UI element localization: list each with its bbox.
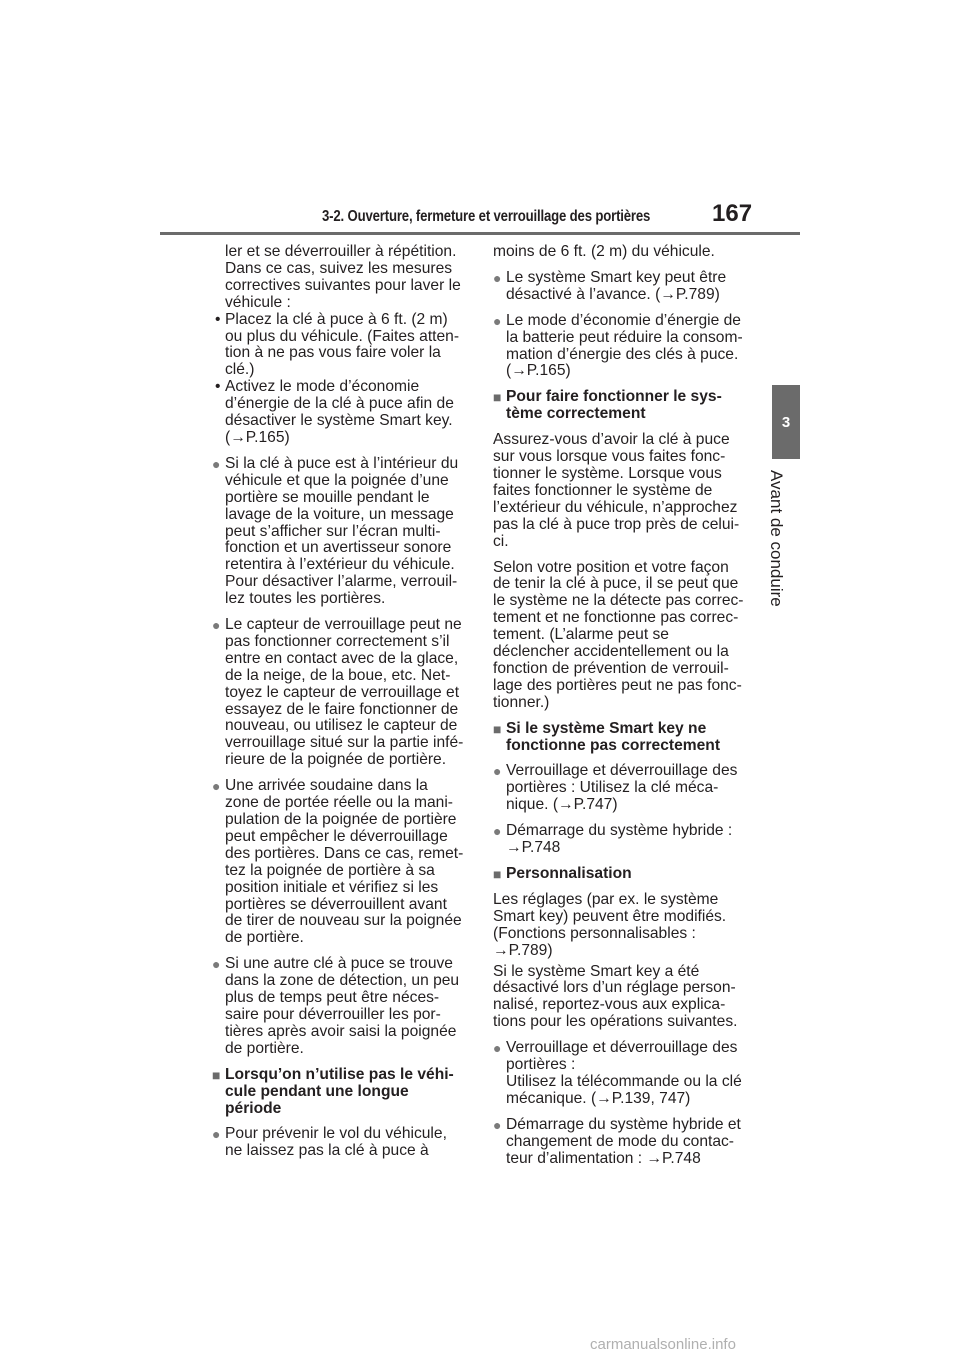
chapter-number: 3 bbox=[781, 413, 791, 431]
text-line: portières : Utilisez la clé méca- bbox=[506, 779, 719, 797]
text-line: nique. (→P.747) bbox=[506, 796, 618, 814]
text-line: véhicule : bbox=[225, 293, 291, 311]
bullet-item bbox=[493, 823, 755, 857]
text-line: lage des portières peut ne pas fonc- bbox=[493, 676, 742, 694]
chapter-tab bbox=[772, 385, 800, 459]
text-line: toyez le capteur de verrouillage et bbox=[225, 683, 460, 701]
text-line: verrouillage situé sur la partie infé- bbox=[225, 734, 464, 752]
text-line: de tirer de nouveau sur la poignée bbox=[225, 912, 462, 930]
bullet-item bbox=[212, 778, 472, 947]
left-column bbox=[212, 244, 472, 1160]
text-line: lez toutes les portières. bbox=[225, 590, 386, 608]
text-line: Verrouillage et déverrouillage des bbox=[506, 762, 738, 780]
text-line: Si une autre clé à puce se trouve bbox=[225, 955, 453, 973]
bullet-item bbox=[212, 617, 472, 769]
text-line: tières après avoir saisi la poignée bbox=[225, 1022, 457, 1040]
text-line: de portière. bbox=[225, 1039, 304, 1057]
text-line: essayez de le faire fonctionner de bbox=[225, 700, 459, 718]
text-line: Si le système Smart key a été bbox=[493, 962, 700, 980]
text-line: l’extérieur du véhicule, n’approchez bbox=[493, 498, 738, 516]
text-line: Verrouillage et déverrouillage des bbox=[506, 1039, 738, 1057]
dash-item bbox=[212, 312, 472, 380]
bullet-icon: ● bbox=[212, 617, 221, 634]
text-line: zone de portée réelle ou la mani- bbox=[225, 794, 453, 812]
text-line: moins de 6 ft. (2 m) du véhicule. bbox=[493, 243, 715, 260]
section-heading bbox=[493, 866, 755, 883]
text-line: cule pendant une longue bbox=[225, 1082, 409, 1100]
dash-item bbox=[212, 379, 472, 447]
text-line: Personnalisation bbox=[506, 865, 632, 882]
text-line: lavage de la voiture, un message bbox=[225, 505, 454, 523]
text-line: →P.789) bbox=[493, 941, 553, 959]
bullet-icon: ● bbox=[493, 763, 502, 780]
bullet-icon: ● bbox=[212, 455, 221, 472]
paragraph bbox=[493, 432, 755, 550]
paragraph bbox=[493, 964, 755, 1032]
square-heading-icon: ■ bbox=[212, 1066, 221, 1083]
text-line: Démarrage du système hybride et bbox=[506, 1115, 741, 1133]
bullet-item bbox=[493, 763, 755, 814]
text-line: Le système Smart key peut être bbox=[506, 268, 727, 286]
bullet-icon: ● bbox=[493, 269, 502, 286]
bullet-icon: ● bbox=[212, 956, 221, 973]
bullet-icon: ● bbox=[493, 1116, 502, 1133]
bullet-item bbox=[212, 456, 472, 608]
text-line: changement de mode du contac- bbox=[506, 1132, 734, 1150]
right-column bbox=[493, 244, 755, 1168]
text-line: tion à ne pas vous faire voler la bbox=[225, 344, 441, 362]
text-line: Démarrage du système hybride : bbox=[506, 822, 733, 840]
text-line: retentira à l’extérieur du véhicule. bbox=[225, 556, 455, 574]
square-heading-icon: ■ bbox=[493, 866, 502, 882]
text-line: fonction et un avertisseur sonore bbox=[225, 539, 452, 557]
text-line: tement. (L’alarme peut se bbox=[493, 626, 669, 644]
text-line: fonction de prévention de verrouil- bbox=[493, 659, 729, 677]
bullet-icon: ● bbox=[493, 1040, 502, 1057]
bullet-item bbox=[493, 270, 755, 304]
text-line: de portière. bbox=[225, 929, 304, 947]
text-line: saire pour déverrouiller les por- bbox=[225, 1005, 441, 1023]
text-line: déclencher accidentellement ou la bbox=[493, 643, 729, 661]
text-line: peut s’afficher sur l’écran multi- bbox=[225, 522, 441, 540]
section-heading bbox=[493, 389, 755, 423]
text-line: désactivé lors d’un réglage person- bbox=[493, 979, 736, 997]
text-line: mation d’énergie des clés à puce. bbox=[506, 345, 739, 363]
text-line: sur vous lorsque vous faites fonc- bbox=[493, 448, 726, 466]
page-number: 167 bbox=[712, 200, 753, 227]
text-line: tement et ne fonctionne pas correc- bbox=[493, 609, 739, 627]
continued-text bbox=[212, 244, 472, 312]
text-line: portière se mouille pendant le bbox=[225, 488, 430, 506]
text-line: Utilisez la télécommande ou la clé bbox=[506, 1072, 742, 1090]
text-line: Si la clé à puce est à l’intérieur du bbox=[225, 454, 459, 472]
text-line: position initiale et vérifiez si les bbox=[225, 878, 439, 896]
text-line: clé.) bbox=[225, 361, 255, 379]
text-line: correctives suivantes pour laver le bbox=[225, 276, 461, 294]
text-line: nouveau, ou utilisez le capteur de bbox=[225, 717, 458, 735]
square-heading-icon: ■ bbox=[493, 389, 502, 406]
text-line: teur d’alimentation : →P.748 bbox=[506, 1149, 701, 1167]
text-line: des portières. Dans ce cas, remet- bbox=[225, 844, 464, 862]
bullet-item bbox=[493, 313, 755, 381]
text-line: (→P.165) bbox=[225, 428, 290, 446]
section-title: 3-2. Ouverture, fermeture et verrouillage des portières bbox=[322, 208, 651, 225]
text-line: rieure de la poignée de portière. bbox=[225, 751, 447, 769]
text-line: de la neige, de la boue, etc. Net- bbox=[225, 666, 451, 684]
text-line: portières : bbox=[506, 1056, 576, 1074]
text-line: tème correctement bbox=[506, 405, 646, 423]
bullet-icon: ● bbox=[493, 312, 502, 329]
continued-text bbox=[493, 244, 755, 261]
paragraph bbox=[493, 892, 755, 960]
text-line: faites fonctionner le système de bbox=[493, 481, 713, 499]
text-line: Le capteur de verrouillage peut ne bbox=[225, 616, 462, 634]
bullet-icon: ● bbox=[493, 823, 502, 840]
bullet-item bbox=[212, 956, 472, 1057]
text-line: période bbox=[225, 1099, 282, 1117]
text-line: ler et se déverrouiller à répétition. bbox=[225, 243, 457, 260]
text-line: peut empêcher le déverrouillage bbox=[225, 827, 448, 845]
text-line: Assurez-vous d’avoir la clé à puce bbox=[493, 431, 730, 449]
text-line: Lorsqu’on n’utilise pas le véhi- bbox=[225, 1065, 454, 1083]
square-heading-icon: ■ bbox=[493, 720, 502, 737]
text-line: pas fonctionner correctement s’il bbox=[225, 632, 450, 650]
text-line: entre en contact avec de la glace, bbox=[225, 649, 459, 667]
text-line: Pour désactiver l’alarme, verrouil- bbox=[225, 573, 458, 591]
text-line: nalisé, reportez-vous aux explica- bbox=[493, 996, 726, 1014]
text-line: désactiver le système Smart key. bbox=[225, 412, 453, 430]
text-line: ci. bbox=[493, 532, 509, 550]
text-line: tez la poignée de portière à sa bbox=[225, 861, 435, 879]
text-line: Pour prévenir le vol du véhicule, bbox=[225, 1125, 447, 1143]
chapter-label: Avant de conduire bbox=[767, 470, 786, 607]
dash-bullet-icon: • bbox=[215, 378, 221, 396]
section-heading bbox=[493, 721, 755, 755]
text-line: pulation de la poignée de portière bbox=[225, 811, 457, 828]
section-heading bbox=[212, 1067, 472, 1118]
text-line: Selon votre position et votre façon bbox=[493, 558, 729, 576]
text-line: (Fonctions personnalisables : bbox=[493, 924, 696, 942]
text-line: ou plus du véhicule. (Faites atten- bbox=[225, 327, 460, 345]
bullet-icon: ● bbox=[212, 1126, 221, 1143]
text-line: la batterie peut réduire la consom- bbox=[506, 328, 743, 346]
text-line: Placez la clé à puce à 6 ft. (2 m) bbox=[225, 310, 448, 328]
text-line: mécanique. (→P.139, 747) bbox=[506, 1089, 691, 1107]
text-line: ne laissez pas la clé à puce à bbox=[225, 1142, 429, 1160]
text-line: Dans ce cas, suivez les mesures bbox=[225, 259, 453, 277]
text-line: plus de temps peut être néces- bbox=[225, 989, 440, 1007]
text-line: dans la zone de détection, un peu bbox=[225, 972, 460, 990]
bullet-item bbox=[493, 1040, 755, 1108]
text-line: d’énergie de la clé à puce afin de bbox=[225, 395, 454, 413]
text-line: (→P.165) bbox=[506, 362, 571, 380]
bullet-icon: ● bbox=[212, 778, 221, 795]
header-divider bbox=[160, 232, 800, 235]
text-line: Smart key) peuvent être modifiés. bbox=[493, 907, 727, 925]
text-line: tions pour les opérations suivantes. bbox=[493, 1013, 738, 1031]
footer-watermark: carmanualsonline.info bbox=[590, 1336, 736, 1353]
text-line: Le mode d’économie d’énergie de bbox=[506, 311, 741, 329]
text-line: pas la clé à puce trop près de celui- bbox=[493, 515, 740, 533]
text-line: Une arrivée soudaine dans la bbox=[225, 777, 428, 795]
text-line: le système ne la détecte pas correc- bbox=[493, 592, 744, 610]
text-line: portières se déverrouillent avant bbox=[225, 895, 447, 913]
text-line: tionner.) bbox=[493, 693, 550, 711]
text-line: Les réglages (par ex. le système bbox=[493, 890, 719, 908]
text-line: de tenir la clé à puce, il se peut que bbox=[493, 575, 739, 593]
text-line: Pour faire fonctionner le sys- bbox=[506, 388, 722, 406]
text-line: Activez le mode d’économie bbox=[225, 378, 420, 396]
text-line: désactivé à l’avance. (→P.789) bbox=[506, 285, 720, 303]
bullet-item bbox=[212, 1126, 472, 1160]
paragraph bbox=[493, 560, 755, 712]
text-line: Si le système Smart key ne bbox=[506, 719, 707, 737]
text-line: →P.748 bbox=[506, 839, 561, 857]
text-line: fonctionne pas correctement bbox=[506, 736, 721, 754]
dash-bullet-icon: • bbox=[215, 310, 221, 328]
text-line: tionner le système. Lorsque vous bbox=[493, 464, 722, 482]
text-line: véhicule et que la poignée d’une bbox=[225, 471, 449, 489]
bullet-item bbox=[493, 1117, 755, 1168]
